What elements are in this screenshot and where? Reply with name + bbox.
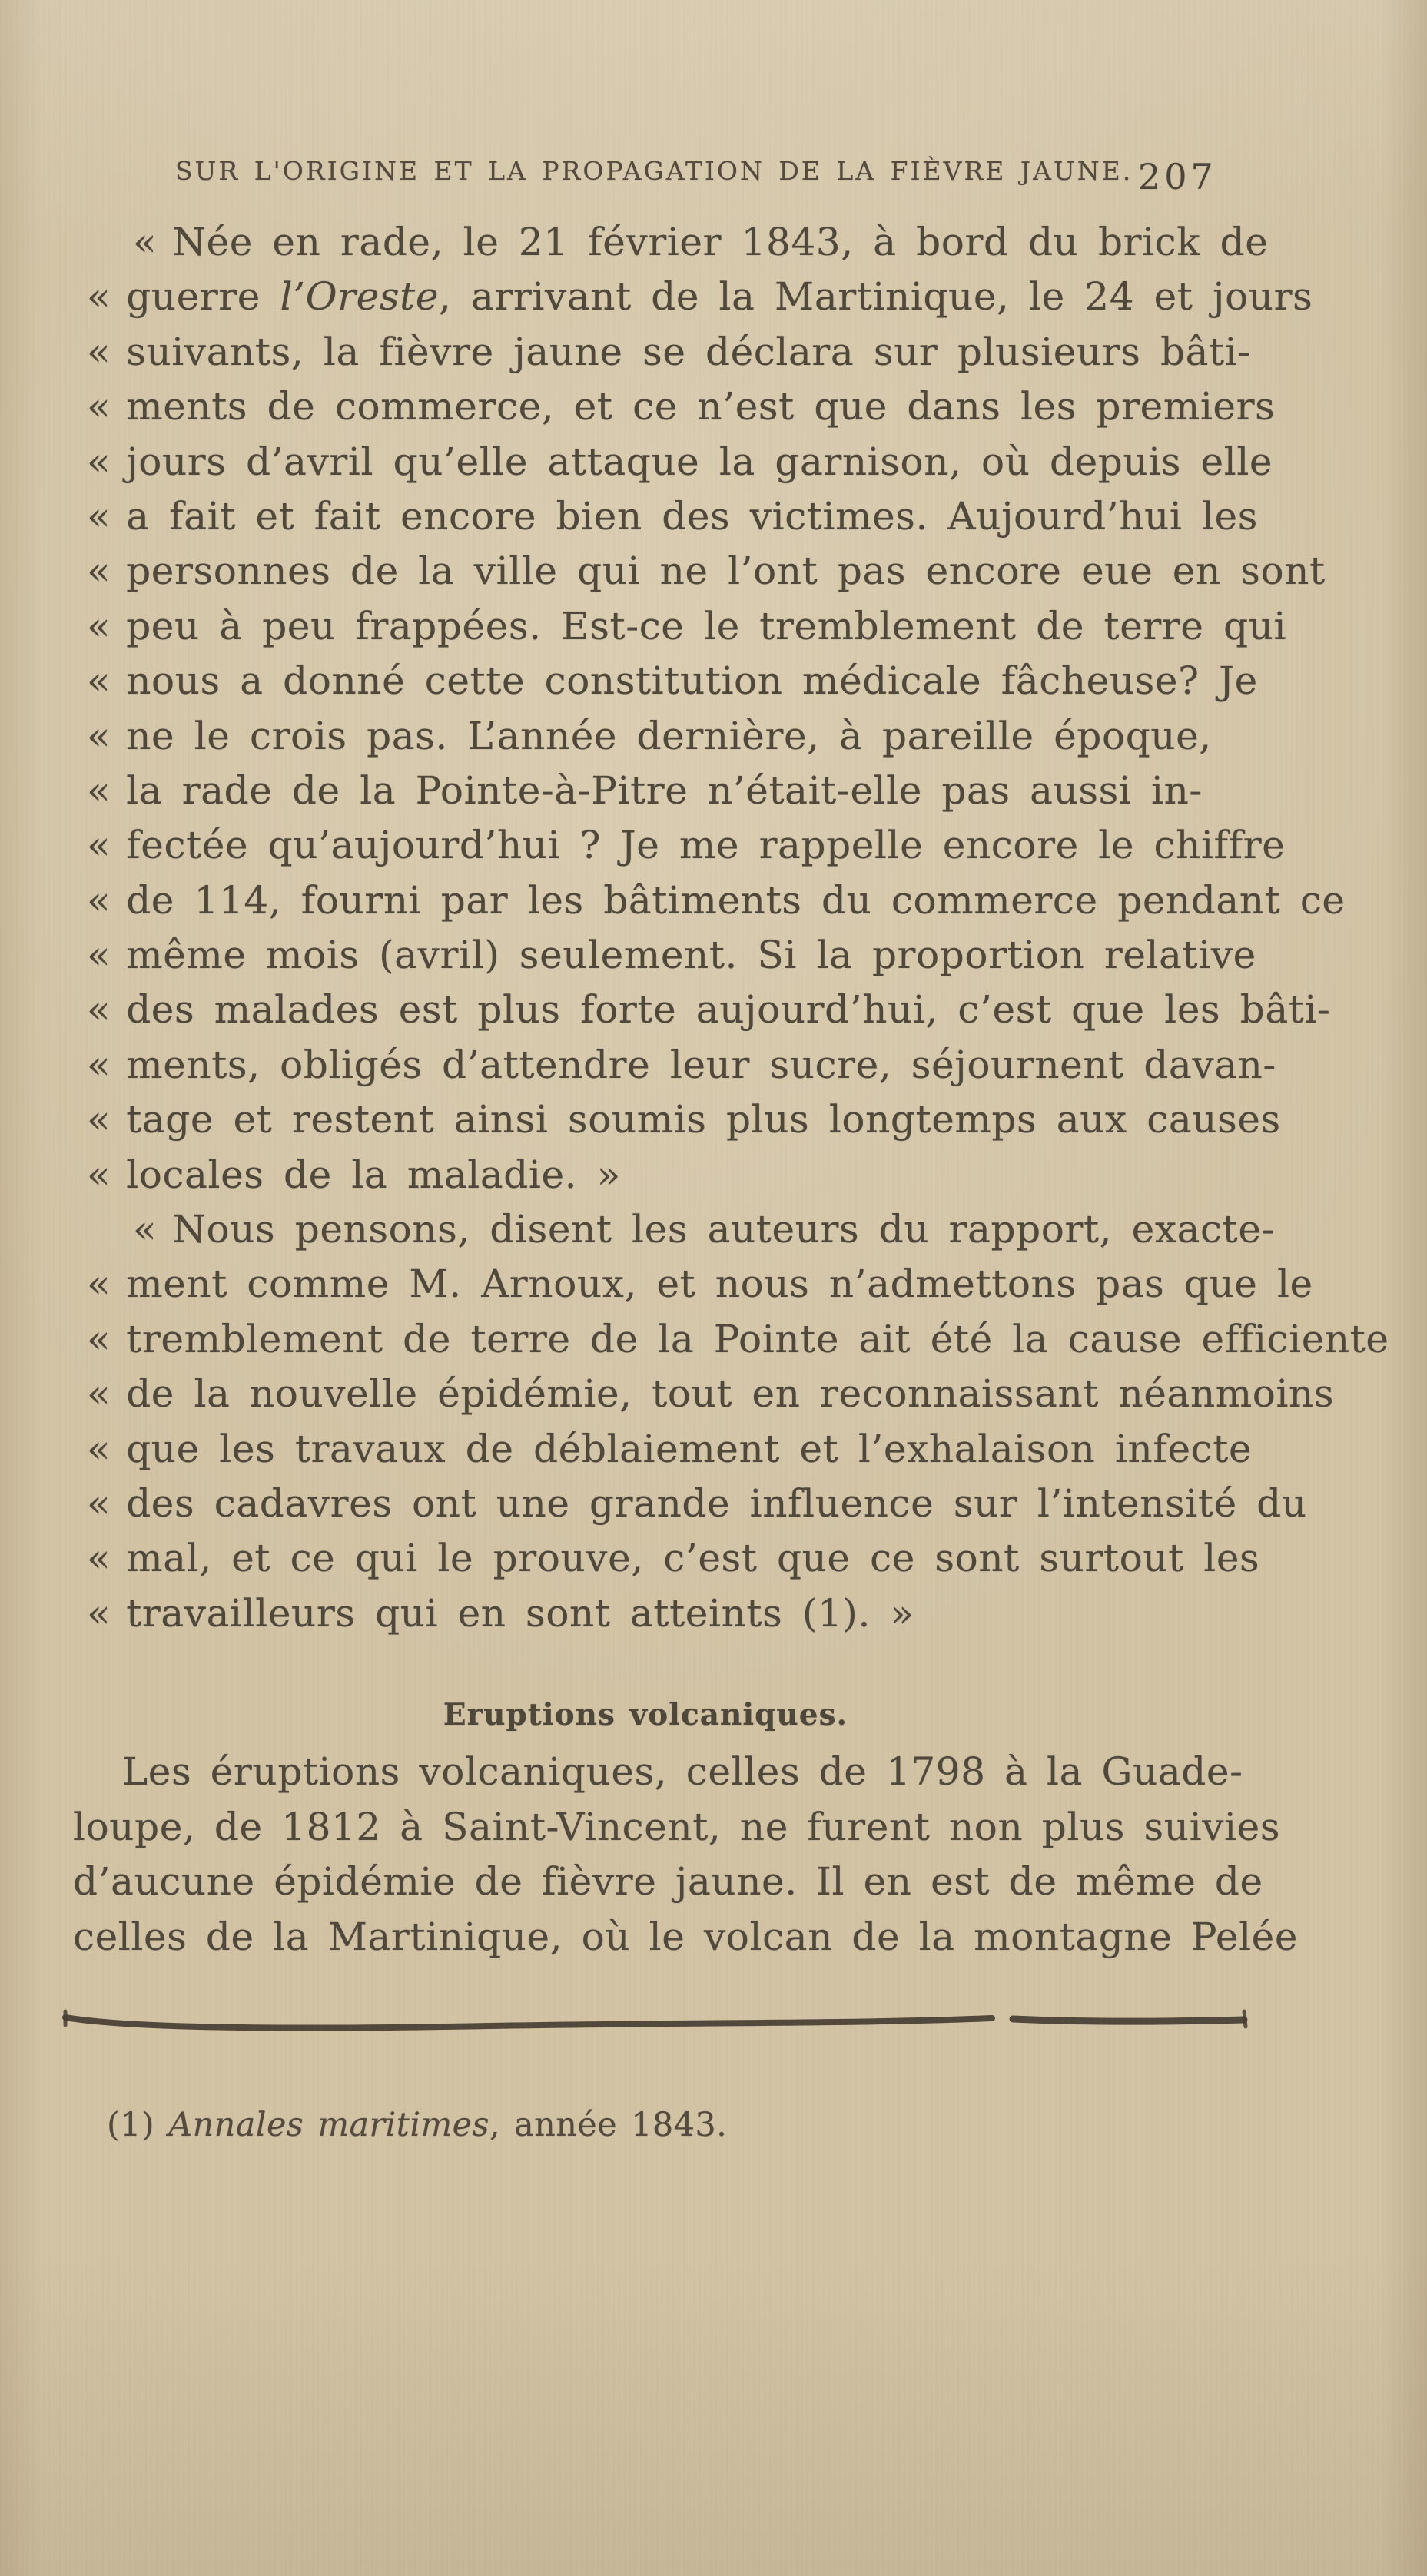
guillemet-mark: « <box>87 1480 111 1526</box>
footnote-rest: , année 1843. <box>489 2106 728 2144</box>
guillemet-mark: « <box>87 1042 111 1087</box>
running-title: SUR L'ORIGINE ET LA PROPAGATION DE LA FIÈVRE JAUNE. <box>175 156 1133 186</box>
paragraph-line: d’aucune épidémie de fièvre jaune. Il en est de même de <box>73 1859 1263 1904</box>
guillemet-mark: « <box>87 658 111 704</box>
quote-line: « ment comme M. Arnoux, et nous n’admettons pas que le <box>87 1261 1313 1307</box>
guillemet-mark: « <box>87 1097 111 1142</box>
guillemet-mark: « <box>87 1261 111 1307</box>
guillemet-mark: « <box>87 603 111 648</box>
guillemet-mark: « <box>87 274 111 320</box>
quote-line: « fectée qu’aujourd’hui ? Je me rappelle encore le chiffre <box>87 823 1286 868</box>
quote-line: « nous a donné cette constitution médicale fâcheuse? Je <box>87 658 1258 704</box>
footnote <box>107 2105 727 2145</box>
guillemet-mark: « <box>133 220 158 264</box>
guillemet-mark: « <box>87 1426 111 1471</box>
paragraph-line: celles de la Martinique, où le volcan de la montagne Pelée <box>73 1914 1299 1959</box>
quote-line: « ments, obligés d’attendre leur sucre, séjournent davan- <box>87 1042 1276 1087</box>
guillemet-mark: « <box>87 1536 111 1581</box>
guillemet-mark: « <box>87 823 111 868</box>
quote-line: « personnes de la ville qui ne l’ont pas encore eue en sont <box>87 549 1326 594</box>
paragraph-line: loupe, de 1812 à Saint-Vincent, ne furent non plus suivies <box>73 1804 1281 1849</box>
quote-line: « de la nouvelle épidémie, tout en reconnaissant néanmoins <box>87 1371 1335 1417</box>
quote-line: « que les travaux de déblaiement et l’exhalaison infecte <box>87 1426 1253 1471</box>
quote-line: « locales de la maladie. » <box>87 1152 621 1197</box>
page-number: 207 <box>1138 156 1217 197</box>
quote-line: « la rade de la Pointe-à-Pitre n’était-elle pas aussi in- <box>87 767 1203 813</box>
quote-line: « des cadavres ont une grande influence sur l’intensité du <box>87 1480 1307 1526</box>
guillemet-mark: « <box>87 329 111 374</box>
guillemet-mark: « <box>87 384 111 429</box>
guillemet-mark: « <box>87 767 111 813</box>
footnote-source-title: Annales maritimes <box>168 2106 489 2144</box>
quote-line: « Nous pensons, disent les auteurs du rapport, exacte- <box>133 1207 1276 1252</box>
quoted-report-passage <box>87 215 1389 1641</box>
guillemet-mark: « <box>87 1316 111 1361</box>
quote-line: « ments de commerce, et ce n’est que dans les premiers <box>87 384 1276 429</box>
footnote-marker: (1) <box>107 2106 155 2144</box>
quote-line: « Née en rade, le 21 février 1843, à bord du brick de <box>133 220 1269 264</box>
section-heading: Eruptions volcaniques. <box>443 1697 848 1732</box>
guillemet-mark: « <box>87 439 111 484</box>
quote-line: « tremblement de terre de la Pointe ait été la cause efficiente <box>87 1316 1389 1361</box>
quote-line: « tage et restent ainsi soumis plus longtemps aux causes <box>87 1097 1281 1142</box>
quote-line: « guerre l’Oreste, arrivant de la Martinique, le 24 et jours <box>87 274 1313 320</box>
quote-line: « travailleurs qui en sont atteints (1). » <box>87 1590 914 1636</box>
guillemet-mark: « <box>87 493 111 539</box>
guillemet-mark: « <box>87 933 111 978</box>
guillemet-mark: « <box>87 1590 111 1636</box>
quote-line: « peu à peu frappées. Est-ce le tremblement de terre qui <box>87 603 1287 648</box>
quote-line: « mal, et ce qui le prouve, c’est que ce sont surtout les <box>87 1536 1260 1581</box>
guillemet-mark: « <box>133 1207 158 1252</box>
guillemet-mark: « <box>87 987 111 1033</box>
guillemet-mark: « <box>87 877 111 923</box>
footnote-separator-rule <box>60 1994 1259 2048</box>
quote-line: « a fait et fait encore bien des victimes. Aujourd’hui les <box>87 493 1259 539</box>
guillemet-mark: « <box>87 549 111 594</box>
quote-line: « ne le crois pas. L’année dernière, à pareille époque, <box>87 713 1212 758</box>
quote-line: « des malades est plus forte aujourd’hui, c’est que les bâti- <box>87 987 1331 1033</box>
quote-line: « même mois (avril) seulement. Si la proportion relative <box>87 933 1256 978</box>
guillemet-mark: « <box>87 1371 111 1417</box>
quote-line: « jours d’avril qu’elle attaque la garnison, où depuis elle <box>87 439 1273 484</box>
quote-line: « de 114, fourni par les bâtiments du commerce pendant ce <box>87 877 1346 923</box>
quote-line: « suivants, la fièvre jaune se déclara sur plusieurs bâti- <box>87 329 1251 374</box>
guillemet-mark: « <box>87 713 111 758</box>
guillemet-mark: « <box>87 1152 111 1197</box>
body-paragraph <box>73 1745 1299 1964</box>
paragraph-line: Les éruptions volcaniques, celles de 1798 à la Guade- <box>122 1749 1243 1794</box>
